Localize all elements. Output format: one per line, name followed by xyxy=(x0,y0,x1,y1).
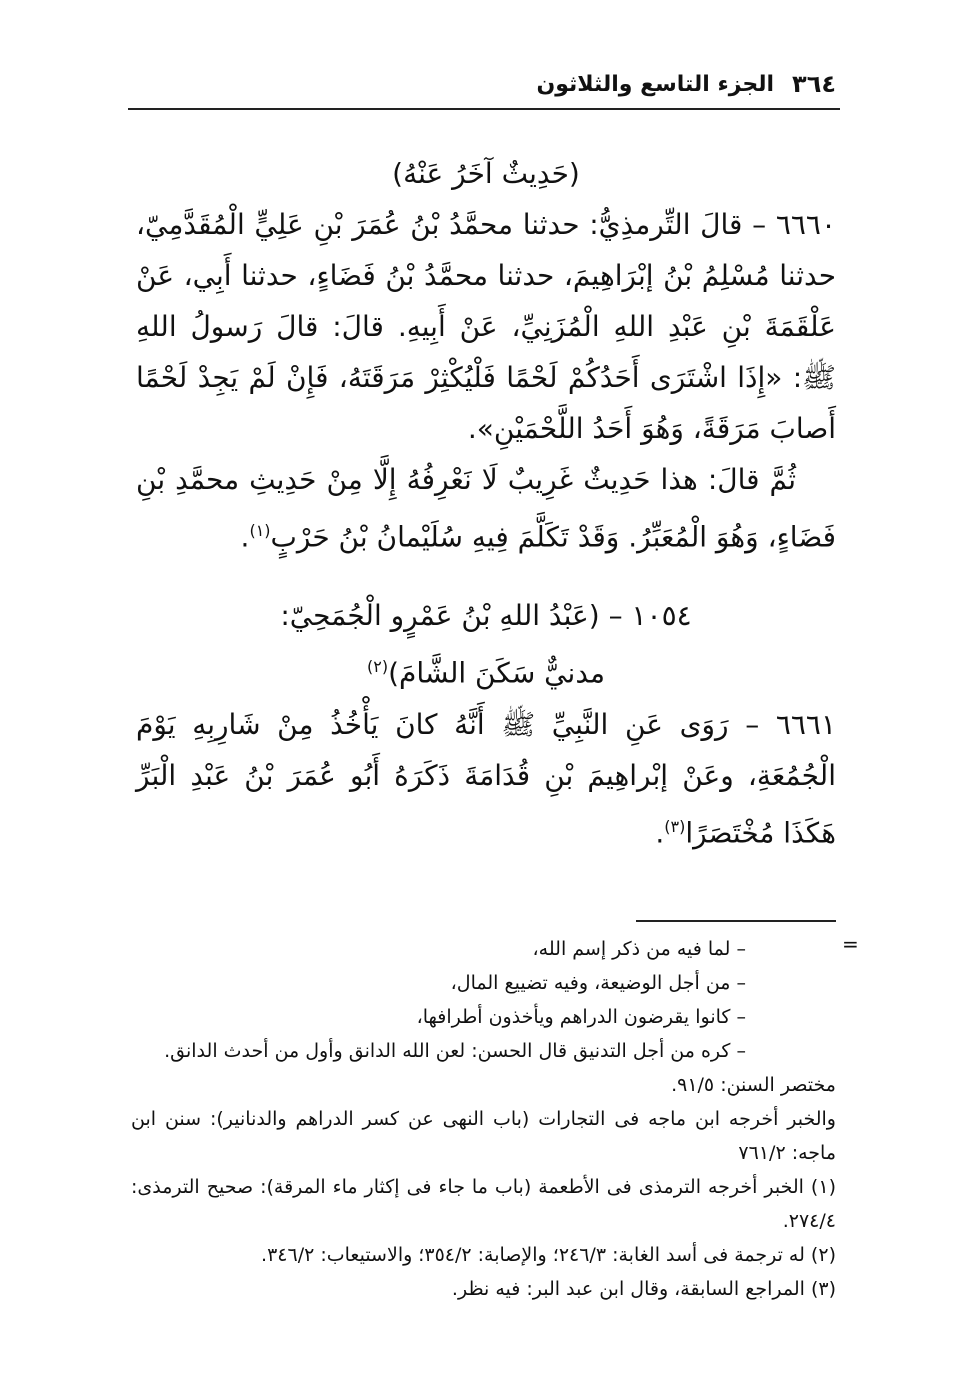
header-rule xyxy=(128,108,840,110)
entry-1054-title-1: ١٠٥٤ – (عَبْدُ اللهِ بْنُ عَمْرٍو الْجُمَحِيّ: xyxy=(280,599,692,633)
hadith-6661-body: ٦٦٦١ – رَوَى عَنِ النَّبِيِّ ﷺ أَنَّهُ كانَ يَأْخُذُ مِنْ شَارِبِهِ يَوْمَ الْجُمُعَةِ، وعَنْ إبْراهِيمَ بْنِ قُدَامَةَ ذَكَرَهُ أَبُو عُمَرَ بْنُ عَبْدِ الْبَرِّ هَكَذَا مُخْتَصَرًا xyxy=(136,707,836,849)
footnote-ref-2: (٢) xyxy=(366,657,389,677)
footnote-source-2: والخبر أخرجه ابن ماجه فى التجارات (باب النهى عن كسر الدراهم والدنانير): سنن ابن ماجه: ٧٦١/٢ xyxy=(131,1108,836,1164)
part-title: الجزء التاسع والثلاثون xyxy=(536,71,775,97)
footnote-2: (٢) له ترجمة فى أسد الغابة: ٢٤٦/٣؛ والإصابة: ٣٥٤/٢؛ والاستيعاب: ٣٤٦/٢. xyxy=(261,1244,836,1266)
hadith-6661-end: . xyxy=(655,815,665,849)
footnote-dash-item: – من أجل الوضيعة، وفيه تضييع المال، xyxy=(450,972,746,994)
hadith-6660-comment: ثُمَّ قالَ: هذا حَدِيثٌ غَرِيبٌ لَا نَعْرِفُهُ إِلَّا مِنْ حَدِيثِ محمَّدِ بْنِ فَضَاءٍ، وَهُوَ الْمُعَبِّرُ. وَقَدْ تَكَلَّمَ فِيهِ سُلَيْمانُ بْنُ حَرْبٍ$^{(١)}$. xyxy=(136,463,836,554)
page-number: ٣٦٤ xyxy=(792,70,836,98)
spacer xyxy=(136,562,836,590)
hadith-6660-comment-text: ثُمَّ قالَ: هذا حَدِيثٌ غَرِيبٌ لَا نَعْرِفُهُ إِلَّا مِنْ حَدِيثِ محمَّدِ بْنِ فَضَاءٍ، وَهُوَ الْمُعَبِّرُ. وَقَدْ تَكَلَّمَ فِيهِ سُلَيْمانُ بْنُ حَرْبٍ xyxy=(136,463,836,554)
continuation-mark: = xyxy=(842,932,859,956)
entry-1054-title-2 xyxy=(136,641,836,698)
footnote-dash-item: – كانوا يقرضون الدراهم ويأخذون أطرافها، xyxy=(416,1006,746,1028)
footnote-dash-item: – كره من أجل التدنيق قال الحسن: لعن الله الدانق وأول من أحدث الدانق. xyxy=(164,1040,746,1062)
footnote-ref-1: (١) xyxy=(249,521,271,540)
running-header xyxy=(136,64,836,104)
main-text xyxy=(136,140,836,858)
footnote-1: (١) الخبر أخرجه الترمذى فى الأطعمة (باب ما جاء فى إكثار ماء المرقة): صحيح الترمذى: ٢٧٤/٤. xyxy=(131,1176,836,1232)
entry-1054-title-2-text: مدنيٌّ سَكَنَ الشَّامَ) xyxy=(388,656,606,690)
hadith-heading: (حَدِيثٌ آخَرُ عَنْهُ) xyxy=(392,157,580,190)
hadith-6661-text xyxy=(136,699,836,858)
footnote-rule xyxy=(636,920,836,922)
footnote-source-1: مختصر السنن: ٩١/٥. xyxy=(671,1074,836,1096)
footnote-3: (٣) المراجع السابقة، وقال ابن عبد البر: فيه نظر. xyxy=(451,1278,836,1300)
footnotes xyxy=(131,932,836,1306)
footnote-dash-item: – لما فيه من ذكر إسم الله، xyxy=(532,938,746,960)
hadith-6660-text: ٦٦٦٠ – قالَ التِّرمذِيُّ: حدثنا محمَّدُ بْنُ عُمَرَ بْنِ عَلِيٍّ الْمُقَدَّمِيّ، حدثنا مُسْلِمُ بْنُ إبْرَاهِيمَ، حدثنا محمَّدُ بْنُ فَضَاءٍ، حدثنا أَبِي، عَنْ عَلْقَمَةَ بْنِ عَبْدِ اللهِ الْمُزَنِيِّ، عَنْ أَبِيهِ. قالَ: قالَ رَسولُ اللهِ ﷺ: «إِذَا اشْتَرَى أَحَدُكُمْ لَحْمًا فَلْيُكْثِرْ مَرَقَتَهُ، فَإِنْ لَمْ يَجِدْ لَحْمًا أَصابَ مَرَقَةً، وَهُوَ أَحَدُ اللَّحْمَيْنِ». xyxy=(136,208,836,445)
footnote-ref-3: (٣) xyxy=(664,816,686,836)
